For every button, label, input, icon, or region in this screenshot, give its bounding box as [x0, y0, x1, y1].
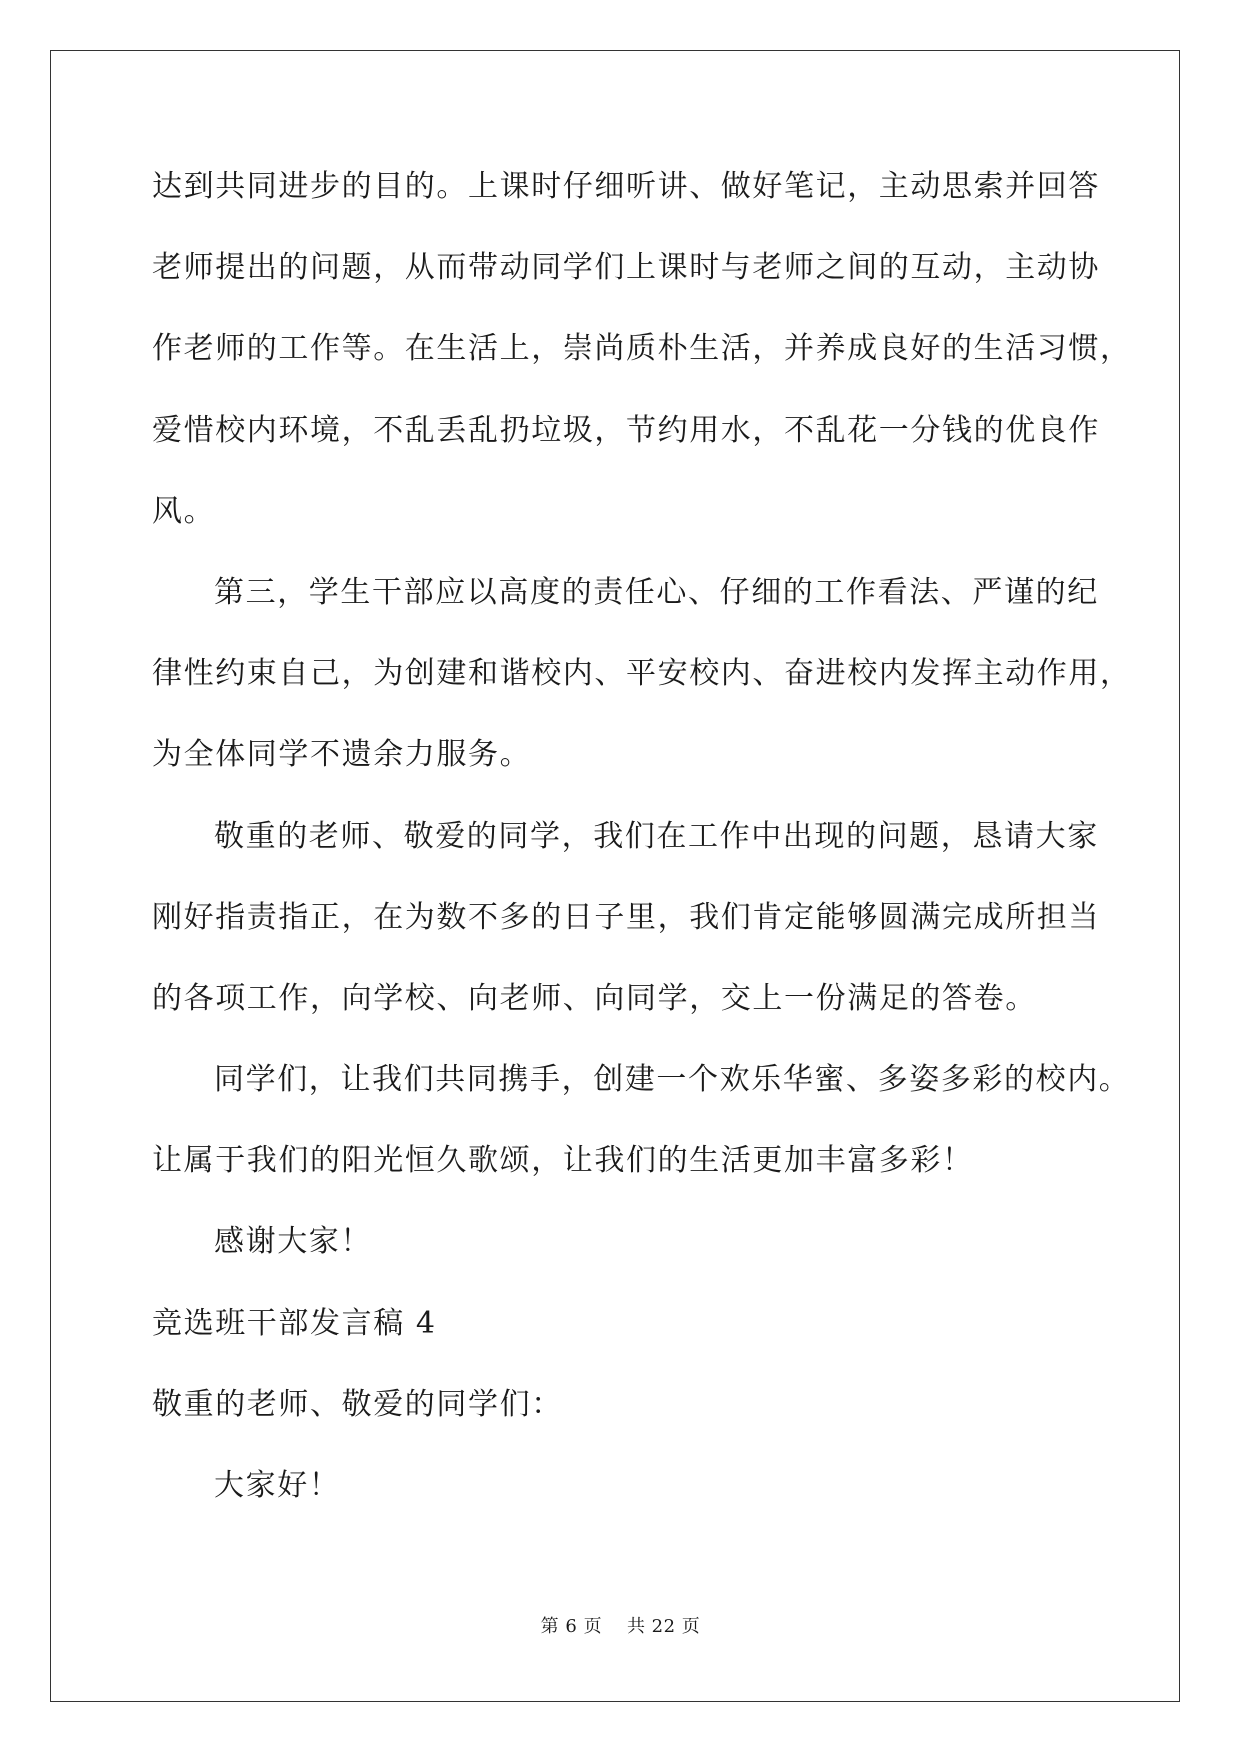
greeting: 大家好！	[214, 1468, 341, 1503]
text-line: 达到共同进步的目的。上课时仔细听讲、做好笔记，主动思索并回答	[152, 169, 1100, 204]
text-line: 风。	[152, 493, 216, 529]
text-line: 为全体同学不遗余力服务。	[152, 737, 532, 773]
paragraph-start-line: 第三，学生干部应以高度的责任心、仔细的工作看法、严谨的纪	[214, 574, 1099, 610]
page-number-footer: 第 6 页 共 22 页	[540, 1616, 701, 1637]
section-heading: 竞选班干部发言稿 4	[152, 1305, 437, 1341]
closing-thanks: 感谢大家！	[214, 1224, 372, 1260]
text-line: 爱惜校内环境，不乱丢乱扔垃圾，节约用水，不乱花一分钱的优良作	[152, 412, 1100, 448]
text-line: 作老师的工作等。在生活上，崇尚质朴生活，并养成良好的生活习惯，	[152, 331, 1132, 367]
text-line: 的各项工作，向学校、向老师、向同学，交上一份满足的答卷。	[152, 980, 1037, 1016]
document-body	[152, 162, 1132, 1542]
text-line: 律性约束自己，为创建和谐校内、平安校内、奋进校内发挥主动作用，	[152, 656, 1132, 692]
text-line: 老师提出的问题，从而带动同学们上课时与老师之间的互动，主动协	[152, 250, 1100, 286]
salutation: 敬重的老师、敬爱的同学们：	[152, 1386, 563, 1422]
paragraph-start-line: 同学们，让我们共同携手，创建一个欢乐华蜜、多姿多彩的校内。	[214, 1062, 1131, 1098]
text-line: 刚好指责指正，在为数不多的日子里，我们肯定能够圆满完成所担当	[152, 899, 1100, 935]
text-line: 让属于我们的阳光恒久歌颂，让我们的生活更加丰富多彩！	[152, 1143, 974, 1179]
paragraph-start-line: 敬重的老师、敬爱的同学，我们在工作中出现的问题，恳请大家	[214, 818, 1099, 854]
